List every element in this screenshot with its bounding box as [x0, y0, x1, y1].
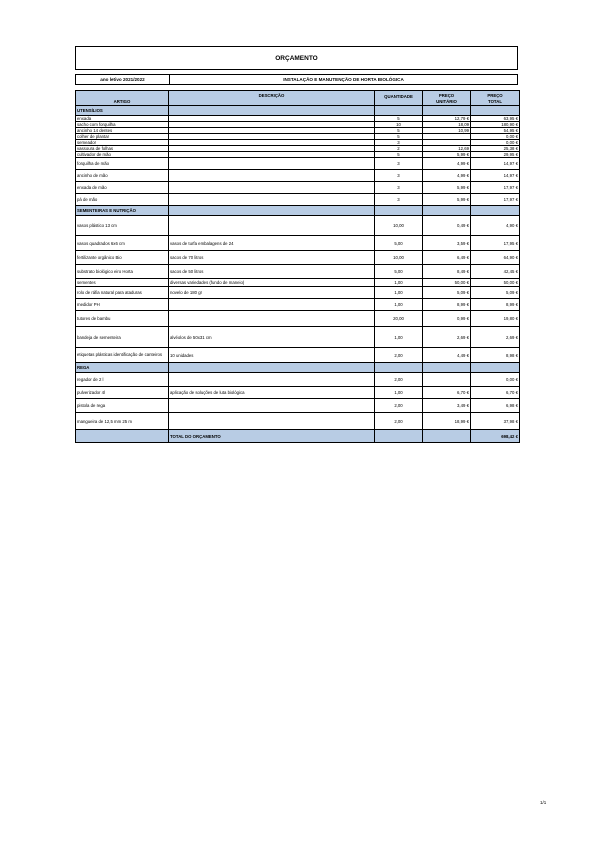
- item-quantity: 1,00: [375, 279, 423, 287]
- item-quantity: 3: [375, 140, 423, 146]
- budget-body: [76, 106, 520, 443]
- item-name: pistola de rega: [76, 399, 169, 413]
- section-row: [76, 206, 520, 216]
- item-name: forquilha de mão: [76, 158, 169, 170]
- item-unit-price: 8,99 €: [423, 299, 471, 311]
- item-total-price: 14,97 €: [471, 158, 520, 170]
- item-name: medidor PH: [76, 299, 169, 311]
- item-description: [169, 413, 375, 430]
- item-unit-price: 3,49 €: [423, 399, 471, 413]
- item-name: enxada de mão: [76, 182, 169, 194]
- item-description: [169, 373, 375, 387]
- item-total-price: 8,98 €: [471, 348, 520, 363]
- item-unit-price: 18,09: [423, 122, 471, 128]
- item-description: diversas variedades (fundo de maneio): [169, 279, 375, 287]
- item-description: sacos de 50 litros: [169, 265, 375, 279]
- item-name: etiquetas plásticas identificação de canteiros: [76, 348, 169, 363]
- item-quantity: 1,00: [375, 299, 423, 311]
- item-unit-price: 18,99 €: [423, 413, 471, 430]
- document-title: ORÇAMENTO: [75, 46, 518, 70]
- header-preco-unitario: PREÇO UNITÁRIO: [423, 91, 471, 106]
- item-total-price: 37,98 €: [471, 413, 520, 430]
- item-total-price: 42,45 €: [471, 265, 520, 279]
- item-unit-price: 5,99 €: [423, 182, 471, 194]
- item-description: [169, 182, 375, 194]
- item-unit-price: 12,69: [423, 146, 471, 152]
- section-fill: [375, 106, 423, 116]
- item-unit-price: 6,49 €: [423, 251, 471, 265]
- item-name: bandeja de sementeira: [76, 327, 169, 348]
- table-row: [76, 399, 520, 413]
- item-name: sementes: [76, 279, 169, 287]
- item-quantity: 5,00: [375, 236, 423, 251]
- item-name: sacho com forquilha: [76, 122, 169, 128]
- item-unit-price: 4,99 €: [423, 158, 471, 170]
- item-name: cultivador de mão: [76, 152, 169, 158]
- item-name: substrato biológico eiro Horta: [76, 265, 169, 279]
- item-unit-price: 5,99 €: [423, 152, 471, 158]
- table-row: [76, 194, 520, 206]
- item-description: [169, 170, 375, 182]
- item-unit-price: 0,49 €: [423, 216, 471, 236]
- table-row: [76, 348, 520, 363]
- item-name: pulverizador 4l: [76, 387, 169, 399]
- item-name: vasos quadrados 6x6 cm: [76, 236, 169, 251]
- item-unit-price: 0,99 €: [423, 311, 471, 327]
- section-title: REGA: [76, 363, 169, 373]
- item-quantity: 2,00: [375, 373, 423, 387]
- item-unit-price: 6,70 €: [423, 387, 471, 399]
- project-title: INSTALAÇÃO E MANUTENÇÃO DE HORTA BIOLÓGICA: [283, 77, 404, 82]
- item-unit-price: 5,09 €: [423, 287, 471, 299]
- item-total-price: 54,95 €: [471, 128, 520, 134]
- total-row: [76, 430, 520, 443]
- item-unit-price: 50,00 €: [423, 279, 471, 287]
- item-description: [169, 158, 375, 170]
- section-fill: [471, 363, 520, 373]
- section-fill: [169, 206, 375, 216]
- item-quantity: 1,00: [375, 327, 423, 348]
- item-total-price: 17,97 €: [471, 194, 520, 206]
- section-fill: [169, 106, 375, 116]
- item-quantity: 2,00: [375, 413, 423, 430]
- total-label: TOTAL DO ORÇAMENTO: [169, 430, 375, 443]
- item-total-price: 5,09 €: [471, 287, 520, 299]
- item-quantity: 2: [375, 146, 423, 152]
- item-quantity: 1,00: [375, 287, 423, 299]
- item-name: fertilizante orgânico Bio: [76, 251, 169, 265]
- table-row: [76, 182, 520, 194]
- item-total-price: 0,00 €: [471, 134, 520, 140]
- table-row: [76, 170, 520, 182]
- header-row: [76, 91, 520, 106]
- section-row: [76, 363, 520, 373]
- item-quantity: 1,00: [375, 387, 423, 399]
- section-fill: [423, 206, 471, 216]
- item-quantity: 3: [375, 158, 423, 170]
- item-quantity: 10,00: [375, 216, 423, 236]
- item-quantity: 20,00: [375, 311, 423, 327]
- item-unit-price: 8,49 €: [423, 265, 471, 279]
- table-row: [76, 327, 520, 348]
- item-unit-price: 4,49 €: [423, 348, 471, 363]
- item-quantity: 5: [375, 128, 423, 134]
- total-value: 698,42 €: [471, 430, 520, 443]
- item-description: sacos de 70 litros: [169, 251, 375, 265]
- item-name: vasos plástico 13 cm: [76, 216, 169, 236]
- item-quantity: 5: [375, 152, 423, 158]
- item-total-price: 2,69 €: [471, 327, 520, 348]
- header-descricao: DESCRIÇÃO: [169, 91, 375, 106]
- item-description: [169, 299, 375, 311]
- item-unit-price: 3,59 €: [423, 236, 471, 251]
- section-title: UTENSÍLIOS: [76, 106, 169, 116]
- item-total-price: 29,95 €: [471, 152, 520, 158]
- header-artigo: ARTIGO: [76, 91, 169, 106]
- budget-table: [75, 90, 520, 443]
- item-unit-price: 2,69 €: [423, 327, 471, 348]
- item-total-price: 25,38 €: [471, 146, 520, 152]
- item-description: [169, 216, 375, 236]
- subtitle-bar: [75, 74, 518, 85]
- table-row: [76, 387, 520, 399]
- item-total-price: 19,80 €: [471, 311, 520, 327]
- item-total-price: 4,90 €: [471, 216, 520, 236]
- total-spacer: [423, 430, 471, 443]
- item-total-price: 17,95 €: [471, 236, 520, 251]
- item-description: alvéolos de 50x31 cm: [169, 327, 375, 348]
- item-name: rolo de ráfia natural para ataduras: [76, 287, 169, 299]
- item-quantity: 5: [375, 134, 423, 140]
- item-name: tutores de bambu: [76, 311, 169, 327]
- item-quantity: 3: [375, 182, 423, 194]
- section-title: SEMENTEIRAS E NUTRIÇÃO: [76, 206, 169, 216]
- table-row: [76, 265, 520, 279]
- total-spacer: [76, 430, 169, 443]
- table-row: [76, 279, 520, 287]
- table-row: [76, 251, 520, 265]
- item-description: [169, 311, 375, 327]
- item-description: vasos de turfa embalagens de 24: [169, 236, 375, 251]
- item-unit-price: [423, 373, 471, 387]
- section-fill: [471, 106, 520, 116]
- section-fill: [169, 363, 375, 373]
- item-unit-price: 10,99: [423, 128, 471, 134]
- item-name: colher de plantar: [76, 134, 169, 140]
- item-total-price: 14,97 €: [471, 170, 520, 182]
- item-quantity: 3: [375, 170, 423, 182]
- item-total-price: 8,99 €: [471, 299, 520, 311]
- item-total-price: 180,90 €: [471, 122, 520, 128]
- item-description: 10 unidades: [169, 348, 375, 363]
- item-unit-price: 5,99 €: [423, 194, 471, 206]
- header-quantidade: QUANTIDADE: [375, 91, 423, 106]
- item-description: novelo de 180 gr: [169, 287, 375, 299]
- item-name: pá de mão: [76, 194, 169, 206]
- section-fill: [471, 206, 520, 216]
- item-quantity: 10: [375, 122, 423, 128]
- item-quantity: 5,00: [375, 265, 423, 279]
- item-unit-price: 4,99 €: [423, 170, 471, 182]
- item-quantity: 5: [375, 116, 423, 122]
- item-description: [169, 194, 375, 206]
- item-total-price: 63,95 €: [471, 116, 520, 122]
- item-total-price: 0,00 €: [471, 373, 520, 387]
- total-spacer: [375, 430, 423, 443]
- item-total-price: 6,70 €: [471, 387, 520, 399]
- item-name: regador de 2 l: [76, 373, 169, 387]
- section-fill: [375, 363, 423, 373]
- table-row: [76, 413, 520, 430]
- section-fill: [423, 363, 471, 373]
- section-row: [76, 106, 520, 116]
- item-name: semeador: [76, 140, 169, 146]
- item-quantity: 2,00: [375, 399, 423, 413]
- item-quantity: 3: [375, 194, 423, 206]
- item-unit-price: 12,79 €: [423, 116, 471, 122]
- school-year: ano letivo 2021/2022: [76, 75, 170, 84]
- table-row: [76, 158, 520, 170]
- item-quantity: 2,00: [375, 348, 423, 363]
- item-name: mangueira de 12,5 mm 25 m: [76, 413, 169, 430]
- table-row: [76, 216, 520, 236]
- item-total-price: 6,98 €: [471, 399, 520, 413]
- section-fill: [375, 206, 423, 216]
- item-quantity: 10,00: [375, 251, 423, 265]
- table-row: [76, 236, 520, 251]
- item-name: vassoura de folhas: [76, 146, 169, 152]
- table-row: [76, 311, 520, 327]
- table-row: [76, 299, 520, 311]
- item-total-price: 50,00 €: [471, 279, 520, 287]
- table-row: [76, 373, 520, 387]
- item-description: [169, 399, 375, 413]
- section-fill: [423, 106, 471, 116]
- item-total-price: 64,90 €: [471, 251, 520, 265]
- item-total-price: 0,00 €: [471, 140, 520, 146]
- item-name: ancinho 14 dentes: [76, 128, 169, 134]
- page-number: 1/1: [540, 800, 547, 805]
- header-preco-total: PREÇO TOTAL: [471, 91, 520, 106]
- table-row: [76, 287, 520, 299]
- item-name: enxada: [76, 116, 169, 122]
- item-description: aplicação de soluções de luta biológica: [169, 387, 375, 399]
- item-total-price: 17,97 €: [471, 182, 520, 194]
- item-name: ancinho de mão: [76, 170, 169, 182]
